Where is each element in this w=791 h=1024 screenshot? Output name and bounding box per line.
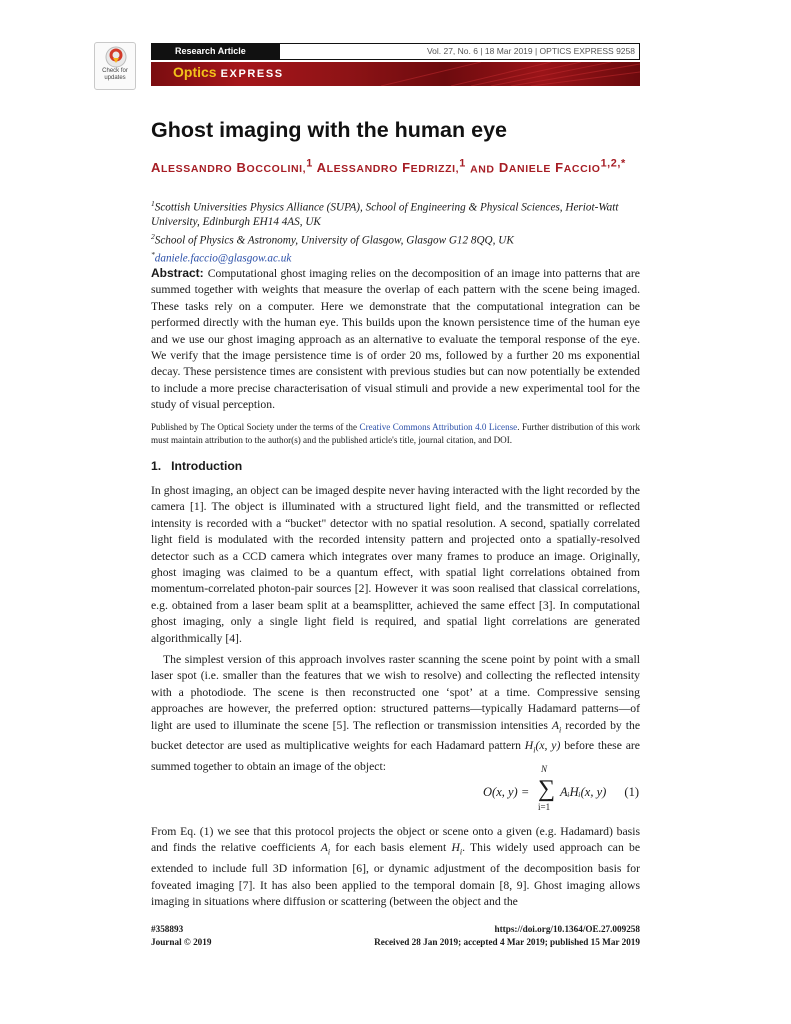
affiliation-2: $^2$School of Physics & Astronomy, University of Glasgow, Glasgow G12 8QQ, UK bbox=[151, 231, 514, 247]
sum-upper-limit: N bbox=[541, 764, 548, 774]
doi-link[interactable]: https://doi.org/10.1364/OE.27.009258 bbox=[494, 924, 640, 934]
author-2: ALESSANDRO FEDRIZZI,$^1$ bbox=[316, 158, 466, 176]
journal-header-bar bbox=[151, 43, 640, 60]
affiliation-1: $^1$Scottish Universities Physics Alliance (SUPA), School of Engineering & Physical Sciences, Heriot-Watt University, Edinburgh EH14 4AS, UK bbox=[151, 199, 619, 229]
summation-symbol: ∑ bbox=[538, 776, 556, 802]
publication-dates: Received 28 Jan 2019; accepted 4 Mar 2019; published 15 Mar 2019 bbox=[374, 937, 640, 947]
check-for-updates-badge[interactable] bbox=[94, 42, 136, 90]
section-heading: 1. Introduction bbox=[151, 459, 243, 473]
license-link[interactable]: Creative Commons Attribution 4.0 License bbox=[359, 422, 518, 432]
affiliations bbox=[151, 197, 640, 266]
paragraph-1: In ghost imaging, an object can be imaged despite never having interacted with the light recorded by the camera [1]. The object is illuminated with a structured light field, and the transmitted or reflected intensity is recorded with a “bucket" detector with no spatial resolution. A second, spatially correlated light field is modulated with the recorded intensity pattern and projected onto a spatially-resolved detector such as a CCD camera which integrates over many frames to produce an image. Originally, ghost imaging was claimed to be a quantum effect, with spatial light correlations obtained from momentum-correlated photon-pair sources [2]. However it was soon realised that classical correlations, e.g. obtained from a laser beam split at a beamsplitter, achieved the same effect [3]. In computational ghost imaging, only a single light field is required, and spatial light correlations are generated algorithmically [4]. bbox=[151, 484, 640, 645]
author-3: DANIELE $FACCIO^{1,2,*}$ bbox=[498, 158, 626, 176]
crossmark-icon bbox=[105, 46, 127, 68]
corresponding-email: *daniele.faccio@glasgow.ac.uk bbox=[151, 249, 292, 265]
article-title: Ghost imaging with the human eye bbox=[151, 118, 507, 142]
paragraph-2: The simplest version of this approach involves raster scanning the scene point by point with a small laser spot (i.e. smaller than the features that we wish to resolve) and collecting the reflected intensity with a photodiode. The scene is then reconstructed one ‘spot’ at a time. Compressive sensing approaches are however, the preferred option: structured patterns—typically Hadamard patterns—of light are used to illuminate the scene [5]. The reflection or transmission intensities $A_i$ recorded by the bucket detector are used as multiplicative weights for each Hadamard pattern $H_i(x$, y) before these are summed together to obtain an image of the object: bbox=[151, 653, 641, 774]
journal-banner bbox=[151, 62, 640, 86]
sum-lower-limit: i=1 bbox=[538, 802, 551, 812]
author-1: ALESSANDRO BOCCOLINI,$^1$ bbox=[151, 158, 313, 176]
email-link[interactable]: daniele.faccio@glasgow.ac.uk bbox=[154, 252, 292, 265]
journal-copyright: Journal © 2019 bbox=[151, 937, 212, 947]
citation-line: Vol. 27, No. 6 | 18 Mar 2019 | OPTICS EXPRESS 9258 bbox=[426, 46, 635, 56]
license-notice: Published by The Optical Society under the terms of the Creative Commons Attribution 4.0 License. Further distribution of this work must maintain attribution to the author(s) and the published article's title, journal citation, and DOI. bbox=[151, 422, 640, 445]
abstract-label: Abstract: bbox=[151, 266, 204, 280]
equation-1 bbox=[151, 764, 640, 812]
manuscript-id: #358893 bbox=[151, 924, 184, 934]
equation-number: (1) bbox=[624, 785, 639, 799]
paragraph-3: From Eq. (1) we see that this protocol projects the object or scene onto a given (e.g. Hadamard) basis and finds the relative coefficients $A_i$ for each basis element $H_i$. This widely used approach can be extended to include full 3D information [6], or dynamic adjustment of the decomposition basis for foveated imaging [7]. It has also been applied to the temporal domain [8, 9]. Ghost imaging allows imaging in situations where diffusion or scattering (between the object and the bbox=[151, 825, 641, 908]
badge-label: Check for updates bbox=[102, 68, 128, 81]
abstract bbox=[151, 265, 640, 414]
article-type-label: Research Article bbox=[152, 44, 280, 59]
equation-lhs: O(x, y) = bbox=[483, 785, 530, 799]
journal-logo: Optics EXPRESS bbox=[173, 64, 284, 80]
author-list: ALESSANDRO BOCCOLINI,$^1$ ALESSANDRO FEDRIZZI,$^1$ AND DANIELE $FACCIO^{1,2,*}$ bbox=[151, 158, 626, 176]
equation-rhs: AᵢHᵢ(x, y) bbox=[560, 785, 607, 799]
abstract-text: Computational ghost imaging relies on the decomposition of an image into patterns that are summed together with weights that measure the overlap of each pattern with the scene being imaged. These tasks rely on a computer. Here we demonstrate that the computational integration can be performed directly with the human eye. This builds upon the known persistence time of the human eye and we use our ghost imaging approach as an alternative to evaluate the temporal response of the eye. We verify that the image persistence time is of order 20 ms, followed by a further 20 ms exponential decay. These persistence times are consistent with previous studies but can now potentially be extended to include a more precise characterisation of visual stimuli and provide a new experimental tool for the study of visual perception. bbox=[151, 267, 640, 412]
